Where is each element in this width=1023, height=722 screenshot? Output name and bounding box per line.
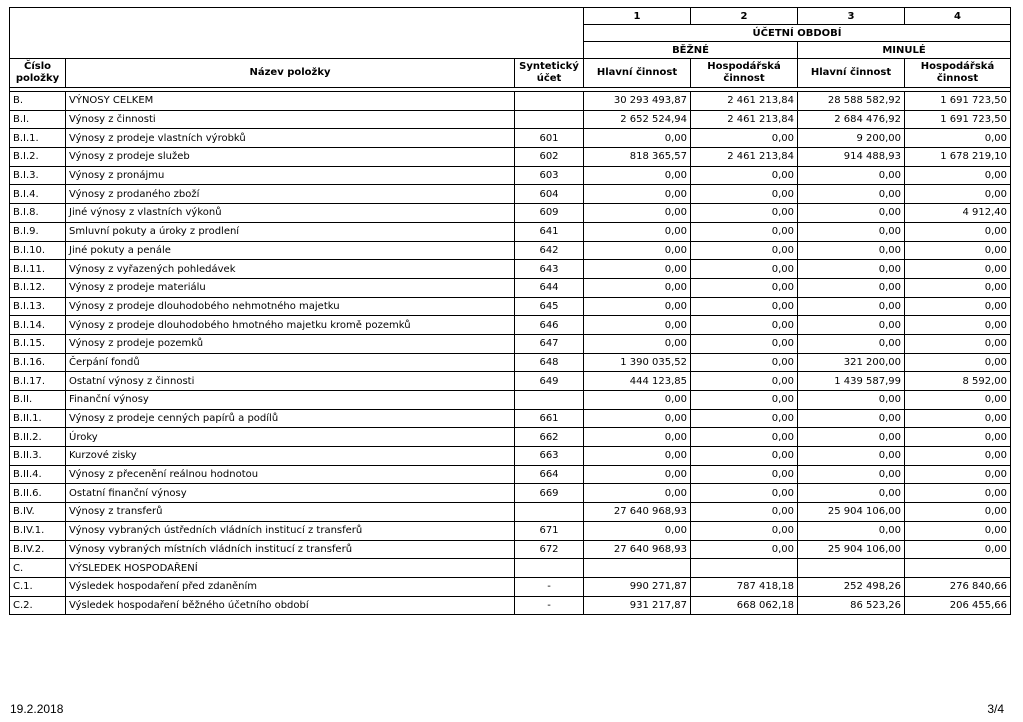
table-body bbox=[10, 92, 1011, 615]
current-economic-value-cell: 0,00 bbox=[691, 503, 798, 522]
current-main-value-cell: 27 640 968,93 bbox=[584, 540, 691, 559]
item-name-cell: Výsledek hospodaření běžného účetního období bbox=[66, 596, 515, 615]
previous-main-value-cell: 0,00 bbox=[798, 428, 905, 447]
previous-economic-value-cell: 0,00 bbox=[905, 465, 1011, 484]
current-economic-value-cell: 0,00 bbox=[691, 428, 798, 447]
previous-main-value-cell: 0,00 bbox=[798, 260, 905, 279]
income-statement-table bbox=[9, 7, 1011, 615]
previous-economic-value-cell: 1 691 723,50 bbox=[905, 92, 1011, 111]
item-code-cell: B.I.1. bbox=[10, 129, 66, 148]
item-code-cell: B.II.4. bbox=[10, 465, 66, 484]
item-name-cell: Výnosy z prodeje vlastních výrobků bbox=[66, 129, 515, 148]
table-row bbox=[10, 409, 1011, 428]
item-code-cell: B.I.15. bbox=[10, 334, 66, 353]
table-row bbox=[10, 353, 1011, 372]
item-code-cell: B.I.3. bbox=[10, 166, 66, 185]
previous-main-value-cell: 0,00 bbox=[798, 521, 905, 540]
current-economic-value-cell: 0,00 bbox=[691, 166, 798, 185]
account-number-cell: - bbox=[515, 577, 584, 596]
table-row bbox=[10, 577, 1011, 596]
table-row bbox=[10, 166, 1011, 185]
item-name-cell: Výnosy z prodeje materiálu bbox=[66, 278, 515, 297]
item-code-cell: B.II.1. bbox=[10, 409, 66, 428]
table-row bbox=[10, 260, 1011, 279]
previous-economic-value-cell: 0,00 bbox=[905, 391, 1011, 410]
table-row bbox=[10, 334, 1011, 353]
item-name-cell: Výnosy z vyřazených pohledávek bbox=[66, 260, 515, 279]
previous-economic-value-cell: 0,00 bbox=[905, 316, 1011, 335]
item-name-cell: VÝNOSY CELKEM bbox=[66, 92, 515, 111]
table-row bbox=[10, 92, 1011, 111]
current-main-activity-header: Hlavní činnost bbox=[584, 59, 691, 88]
current-economic-value-cell bbox=[691, 559, 798, 578]
previous-period-label: MINULÉ bbox=[798, 42, 1011, 59]
item-code-cell: B.I.14. bbox=[10, 316, 66, 335]
current-main-value-cell: 0,00 bbox=[584, 316, 691, 335]
account-number-cell bbox=[515, 503, 584, 522]
column-number-3: 3 bbox=[798, 8, 905, 25]
item-name-cell: Výsledek hospodaření před zdaněním bbox=[66, 577, 515, 596]
previous-main-value-cell bbox=[798, 559, 905, 578]
previous-economic-value-cell: 0,00 bbox=[905, 503, 1011, 522]
account-number-cell: 664 bbox=[515, 465, 584, 484]
accounting-period-label: ÚČETNÍ OBDOBÍ bbox=[584, 25, 1011, 42]
table-row bbox=[10, 241, 1011, 260]
item-code-cell: B.IV. bbox=[10, 503, 66, 522]
current-economic-value-cell: 0,00 bbox=[691, 316, 798, 335]
current-economic-value-cell: 0,00 bbox=[691, 484, 798, 503]
item-name-cell: Finanční výnosy bbox=[66, 391, 515, 410]
table-header bbox=[10, 8, 1011, 92]
previous-main-value-cell: 0,00 bbox=[798, 185, 905, 204]
current-main-value-cell bbox=[584, 559, 691, 578]
table-row bbox=[10, 596, 1011, 615]
current-main-value-cell: 0,00 bbox=[584, 428, 691, 447]
previous-main-value-cell: 0,00 bbox=[798, 204, 905, 223]
current-economic-value-cell: 2 461 213,84 bbox=[691, 148, 798, 167]
current-main-value-cell: 0,00 bbox=[584, 465, 691, 484]
account-number-cell: 662 bbox=[515, 428, 584, 447]
item-code-cell: B. bbox=[10, 92, 66, 111]
table-row bbox=[10, 428, 1011, 447]
previous-economic-value-cell: 0,00 bbox=[905, 278, 1011, 297]
current-main-value-cell: 0,00 bbox=[584, 278, 691, 297]
previous-economic-value-cell: 206 455,66 bbox=[905, 596, 1011, 615]
table-row bbox=[10, 185, 1011, 204]
item-name-cell: Jiné pokuty a penále bbox=[66, 241, 515, 260]
report-date: 19.2.2018 bbox=[10, 702, 64, 716]
account-number-cell: 644 bbox=[515, 278, 584, 297]
table-row bbox=[10, 110, 1011, 129]
previous-economic-value-cell: 1 691 723,50 bbox=[905, 110, 1011, 129]
current-economic-value-cell: 0,00 bbox=[691, 521, 798, 540]
previous-main-value-cell: 0,00 bbox=[798, 334, 905, 353]
current-main-value-cell: 0,00 bbox=[584, 334, 691, 353]
current-main-value-cell: 818 365,57 bbox=[584, 148, 691, 167]
account-number-cell: 645 bbox=[515, 297, 584, 316]
current-economic-value-cell: 787 418,18 bbox=[691, 577, 798, 596]
previous-main-value-cell: 9 200,00 bbox=[798, 129, 905, 148]
previous-main-value-cell: 321 200,00 bbox=[798, 353, 905, 372]
previous-economic-value-cell: 0,00 bbox=[905, 241, 1011, 260]
current-main-value-cell: 0,00 bbox=[584, 391, 691, 410]
item-code-cell: B.I.10. bbox=[10, 241, 66, 260]
previous-economic-value-cell: 0,00 bbox=[905, 185, 1011, 204]
previous-economic-value-cell: 0,00 bbox=[905, 447, 1011, 466]
item-name-cell: Kurzové zisky bbox=[66, 447, 515, 466]
column-number-4: 4 bbox=[905, 8, 1011, 25]
current-economic-value-cell: 668 062,18 bbox=[691, 596, 798, 615]
previous-economic-value-cell: 0,00 bbox=[905, 428, 1011, 447]
previous-economic-value-cell: 0,00 bbox=[905, 166, 1011, 185]
item-name-cell: Výnosy z prodeje služeb bbox=[66, 148, 515, 167]
item-code-cell: B.II.3. bbox=[10, 447, 66, 466]
current-economic-value-cell: 0,00 bbox=[691, 129, 798, 148]
current-economic-value-cell: 2 461 213,84 bbox=[691, 110, 798, 129]
account-number-cell: - bbox=[515, 596, 584, 615]
previous-economic-value-cell: 0,00 bbox=[905, 334, 1011, 353]
previous-main-value-cell: 1 439 587,99 bbox=[798, 372, 905, 391]
previous-main-value-cell: 0,00 bbox=[798, 241, 905, 260]
table-row bbox=[10, 372, 1011, 391]
current-economic-value-cell: 0,00 bbox=[691, 278, 798, 297]
table-row bbox=[10, 503, 1011, 522]
previous-main-value-cell: 86 523,26 bbox=[798, 596, 905, 615]
current-main-value-cell: 0,00 bbox=[584, 204, 691, 223]
column-number-2: 2 bbox=[691, 8, 798, 25]
previous-economic-value-cell: 0,00 bbox=[905, 222, 1011, 241]
current-economic-value-cell: 0,00 bbox=[691, 465, 798, 484]
account-number-cell: 669 bbox=[515, 484, 584, 503]
item-code-cell: B.IV.1. bbox=[10, 521, 66, 540]
previous-main-value-cell: 0,00 bbox=[798, 166, 905, 185]
item-name-cell: Výnosy vybraných ústředních vládních institucí z transferů bbox=[66, 521, 515, 540]
current-main-value-cell: 0,00 bbox=[584, 447, 691, 466]
table-row bbox=[10, 521, 1011, 540]
previous-main-value-cell: 0,00 bbox=[798, 484, 905, 503]
account-number-cell: 671 bbox=[515, 521, 584, 540]
account-number-cell: 661 bbox=[515, 409, 584, 428]
current-main-value-cell: 1 390 035,52 bbox=[584, 353, 691, 372]
table-row bbox=[10, 391, 1011, 410]
current-main-value-cell: 0,00 bbox=[584, 166, 691, 185]
current-main-value-cell: 27 640 968,93 bbox=[584, 503, 691, 522]
previous-main-value-cell: 0,00 bbox=[798, 316, 905, 335]
item-code-cell: B.I.4. bbox=[10, 185, 66, 204]
item-name-cell: Ostatní výnosy z činnosti bbox=[66, 372, 515, 391]
account-header: Syntetický účet bbox=[515, 59, 584, 88]
previous-economic-value-cell: 0,00 bbox=[905, 540, 1011, 559]
item-name-cell: Výnosy z transferů bbox=[66, 503, 515, 522]
account-number-cell: 601 bbox=[515, 129, 584, 148]
previous-economic-value-cell bbox=[905, 559, 1011, 578]
current-economic-value-cell: 0,00 bbox=[691, 334, 798, 353]
item-code-cell: B.I.11. bbox=[10, 260, 66, 279]
current-economic-value-cell: 0,00 bbox=[691, 222, 798, 241]
current-economic-value-cell: 0,00 bbox=[691, 297, 798, 316]
account-number-cell: 647 bbox=[515, 334, 584, 353]
account-number-cell: 672 bbox=[515, 540, 584, 559]
current-main-value-cell: 990 271,87 bbox=[584, 577, 691, 596]
previous-main-activity-header: Hlavní činnost bbox=[798, 59, 905, 88]
item-code-cell: C.1. bbox=[10, 577, 66, 596]
item-code-cell: B.II. bbox=[10, 391, 66, 410]
previous-economic-activity-header: Hospodářská činnost bbox=[905, 59, 1011, 88]
previous-economic-value-cell: 0,00 bbox=[905, 521, 1011, 540]
item-code-cell: B.I. bbox=[10, 110, 66, 129]
previous-economic-value-cell: 4 912,40 bbox=[905, 204, 1011, 223]
previous-economic-value-cell: 0,00 bbox=[905, 353, 1011, 372]
current-economic-activity-header: Hospodářská činnost bbox=[691, 59, 798, 88]
table-row bbox=[10, 297, 1011, 316]
previous-main-value-cell: 25 904 106,00 bbox=[798, 540, 905, 559]
account-number-cell: 648 bbox=[515, 353, 584, 372]
item-code-header: Číslo položky bbox=[10, 59, 66, 88]
previous-economic-value-cell: 276 840,66 bbox=[905, 577, 1011, 596]
current-economic-value-cell: 0,00 bbox=[691, 409, 798, 428]
table-row bbox=[10, 540, 1011, 559]
current-economic-value-cell: 0,00 bbox=[691, 540, 798, 559]
current-economic-value-cell: 2 461 213,84 bbox=[691, 92, 798, 111]
table-row bbox=[10, 447, 1011, 466]
previous-main-value-cell: 914 488,93 bbox=[798, 148, 905, 167]
account-number-cell bbox=[515, 391, 584, 410]
item-name-cell: Výnosy z pronájmu bbox=[66, 166, 515, 185]
current-economic-value-cell: 0,00 bbox=[691, 241, 798, 260]
account-number-cell: 603 bbox=[515, 166, 584, 185]
current-economic-value-cell: 0,00 bbox=[691, 353, 798, 372]
account-number-cell bbox=[515, 92, 584, 111]
previous-main-value-cell: 0,00 bbox=[798, 409, 905, 428]
current-main-value-cell: 0,00 bbox=[584, 297, 691, 316]
item-name-cell: Smluvní pokuty a úroky z prodlení bbox=[66, 222, 515, 241]
current-main-value-cell: 0,00 bbox=[584, 521, 691, 540]
current-main-value-cell: 0,00 bbox=[584, 185, 691, 204]
current-period-label: BĚŽNÉ bbox=[584, 42, 798, 59]
item-name-cell: VÝSLEDEK HOSPODAŘENÍ bbox=[66, 559, 515, 578]
item-name-cell: Výnosy z prodaného zboží bbox=[66, 185, 515, 204]
current-economic-value-cell: 0,00 bbox=[691, 204, 798, 223]
item-code-cell: B.I.13. bbox=[10, 297, 66, 316]
item-code-cell: B.I.8. bbox=[10, 204, 66, 223]
item-name-cell: Výnosy z prodeje pozemků bbox=[66, 334, 515, 353]
previous-main-value-cell: 2 684 476,92 bbox=[798, 110, 905, 129]
item-name-cell: Ostatní finanční výnosy bbox=[66, 484, 515, 503]
account-number-cell bbox=[515, 559, 584, 578]
current-economic-value-cell: 0,00 bbox=[691, 391, 798, 410]
current-main-value-cell: 444 123,85 bbox=[584, 372, 691, 391]
current-main-value-cell: 0,00 bbox=[584, 222, 691, 241]
account-number-cell: 602 bbox=[515, 148, 584, 167]
previous-economic-value-cell: 0,00 bbox=[905, 484, 1011, 503]
previous-main-value-cell: 0,00 bbox=[798, 391, 905, 410]
current-main-value-cell: 0,00 bbox=[584, 129, 691, 148]
column-number-1: 1 bbox=[584, 8, 691, 25]
item-code-cell: B.I.17. bbox=[10, 372, 66, 391]
table-row bbox=[10, 129, 1011, 148]
previous-main-value-cell: 252 498,26 bbox=[798, 577, 905, 596]
previous-economic-value-cell: 8 592,00 bbox=[905, 372, 1011, 391]
current-economic-value-cell: 0,00 bbox=[691, 447, 798, 466]
current-main-value-cell: 0,00 bbox=[584, 409, 691, 428]
account-number-cell: 646 bbox=[515, 316, 584, 335]
item-code-cell: C. bbox=[10, 559, 66, 578]
item-code-cell: B.I.12. bbox=[10, 278, 66, 297]
table-row bbox=[10, 316, 1011, 335]
account-number-cell: 663 bbox=[515, 447, 584, 466]
item-code-cell: B.I.16. bbox=[10, 353, 66, 372]
item-code-cell: B.II.6. bbox=[10, 484, 66, 503]
previous-main-value-cell: 0,00 bbox=[798, 465, 905, 484]
previous-economic-value-cell: 0,00 bbox=[905, 297, 1011, 316]
item-name-cell: Výnosy vybraných místních vládních institucí z transferů bbox=[66, 540, 515, 559]
previous-main-value-cell: 0,00 bbox=[798, 297, 905, 316]
table-row bbox=[10, 559, 1011, 578]
item-code-cell: B.I.2. bbox=[10, 148, 66, 167]
previous-main-value-cell: 0,00 bbox=[798, 447, 905, 466]
item-name-cell: Čerpání fondů bbox=[66, 353, 515, 372]
account-number-cell: 609 bbox=[515, 204, 584, 223]
table-row bbox=[10, 484, 1011, 503]
account-number-cell: 642 bbox=[515, 241, 584, 260]
item-name-cell: Jiné výnosy z vlastních výkonů bbox=[66, 204, 515, 223]
previous-economic-value-cell: 0,00 bbox=[905, 260, 1011, 279]
table-row bbox=[10, 204, 1011, 223]
previous-main-value-cell: 28 588 582,92 bbox=[798, 92, 905, 111]
account-number-cell: 641 bbox=[515, 222, 584, 241]
item-name-cell: Výnosy z prodeje dlouhodobého hmotného majetku kromě pozemků bbox=[66, 316, 515, 335]
account-number-cell: 604 bbox=[515, 185, 584, 204]
current-economic-value-cell: 0,00 bbox=[691, 372, 798, 391]
item-name-cell: Výnosy z činnosti bbox=[66, 110, 515, 129]
page-number: 3/4 bbox=[987, 702, 1004, 716]
previous-economic-value-cell: 0,00 bbox=[905, 409, 1011, 428]
current-main-value-cell: 0,00 bbox=[584, 260, 691, 279]
current-main-value-cell: 30 293 493,87 bbox=[584, 92, 691, 111]
previous-economic-value-cell: 1 678 219,10 bbox=[905, 148, 1011, 167]
account-number-cell: 649 bbox=[515, 372, 584, 391]
account-number-cell bbox=[515, 110, 584, 129]
item-name-cell: Výnosy z přecenění reálnou hodnotou bbox=[66, 465, 515, 484]
current-economic-value-cell: 0,00 bbox=[691, 260, 798, 279]
previous-main-value-cell: 25 904 106,00 bbox=[798, 503, 905, 522]
item-code-cell: C.2. bbox=[10, 596, 66, 615]
item-code-cell: B.I.9. bbox=[10, 222, 66, 241]
table-row bbox=[10, 278, 1011, 297]
current-main-value-cell: 2 652 524,94 bbox=[584, 110, 691, 129]
current-main-value-cell: 931 217,87 bbox=[584, 596, 691, 615]
item-code-cell: B.II.2. bbox=[10, 428, 66, 447]
previous-main-value-cell: 0,00 bbox=[798, 278, 905, 297]
item-name-header: Název položky bbox=[66, 59, 515, 88]
account-number-cell: 643 bbox=[515, 260, 584, 279]
previous-economic-value-cell: 0,00 bbox=[905, 129, 1011, 148]
item-name-cell: Výnosy z prodeje cenných papírů a podílů bbox=[66, 409, 515, 428]
table-row bbox=[10, 148, 1011, 167]
previous-main-value-cell: 0,00 bbox=[798, 222, 905, 241]
table-row bbox=[10, 465, 1011, 484]
table-row bbox=[10, 222, 1011, 241]
item-code-cell: B.IV.2. bbox=[10, 540, 66, 559]
item-name-cell: Výnosy z prodeje dlouhodobého nehmotného majetku bbox=[66, 297, 515, 316]
current-economic-value-cell: 0,00 bbox=[691, 185, 798, 204]
current-main-value-cell: 0,00 bbox=[584, 484, 691, 503]
header-blank-cell bbox=[10, 8, 584, 59]
current-main-value-cell: 0,00 bbox=[584, 241, 691, 260]
item-name-cell: Úroky bbox=[66, 428, 515, 447]
